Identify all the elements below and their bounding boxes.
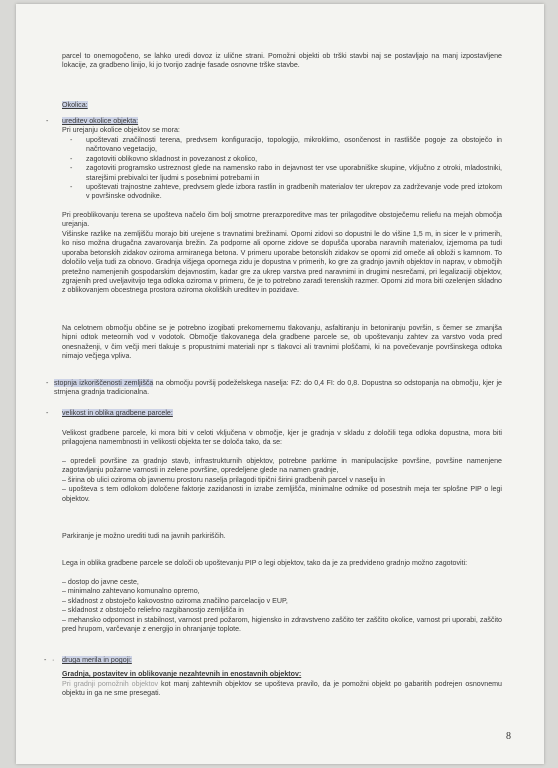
ureditev-heading: ureditev okolice objekta: xyxy=(62,117,139,125)
velikost-paragraph-2: Parkiranje je možno urediti tudi na javnih parkiriščih. xyxy=(62,532,226,540)
list-item: - zagotoviti programsko ustreznost glede na namensko rabo in dejavnost ter vse uporabniške skupine, vključno z otroki, mladostniki, starejšimi prebivalci ter ljudmi s posebnimi potrebami in xyxy=(70,164,502,183)
list-item: – skladnost z obstoječo reliefno razgibanostjo zemljišča in xyxy=(62,606,244,615)
list-item: – opredeli površine za gradnjo stavb, infrastrukturnih objektov, potrebne parkirne in manipulacijske površine, površine namenjene zagotavljanju požarne varnosti in zelene površine, opredeljene glede na namen gradnje, xyxy=(62,457,502,475)
list-item: - upoštevati trajnostne zahteve, predvsem glede izbora rastlin in gradbenih materialov ter ukrepov za zadrževanje vode pred iztokom v površinske odvodnike. xyxy=(70,183,502,202)
list-item: – dostop do javne ceste, xyxy=(62,578,139,586)
list-item: – upošteva s tem odlokom določene faktorje zazidanosti in izrabe zemljišča, minimalne odmike od posestnih meja ter splošne PIP o legi objektov. xyxy=(62,485,502,503)
bullet-marker: - xyxy=(46,409,49,417)
bullet-marker: - xyxy=(44,656,47,664)
list-item: – mehansko odpornost in stabilnost, varnost pred požarom, higiensko in zdravstveno zaščito ter zaščito okolice, varnost pri uporabi, zaščito pred hrupom, varčevanje z energijo in ohranjanje toplote. xyxy=(62,615,502,634)
stopnja-paragraph xyxy=(54,379,502,398)
bullet-marker: - xyxy=(46,379,49,387)
subheading-ureditev xyxy=(62,117,138,126)
list-item: – skladnost z obstoječo kakovostno oziroma značilno parcelacijo v EUP, xyxy=(62,596,288,605)
section-heading-okolica xyxy=(62,101,88,110)
gradnja-text: kot manj zahtevnih objektov se upošteva pravilo, da je pomožni objekt po gabaritih podrejen osnovnemu objektu in ga ne sme presegati. xyxy=(62,680,502,698)
intro-paragraph: parcel to onemogočeno, se lahko uredi dovoz iz ulične strani. Pomožni objekti ob trški stavbi naj se postavljajo na manj izpostavljene lokacije, za gradbeno linijo, ki jo tvorijo zadnje fasade osnovne trške stavbe. xyxy=(62,52,502,70)
list-item: - upoštevati značilnosti terena, predvsem konfiguracijo, topologijo, mikroklimo, osončenost in rastlišče pogoje za obstoječo in načrtovano vegetacijo, xyxy=(70,136,502,155)
list-item: – minimalno zahtevano komunalno opremo, xyxy=(62,587,200,596)
ureditev-list xyxy=(70,136,502,202)
stopnja-label: stopnja izkoriščenosti zemljišča xyxy=(54,379,154,387)
subheading-velikost xyxy=(62,409,173,418)
lega-list xyxy=(62,578,502,634)
stopnja-text: na območju površij podeželskega naselja: FZ: do 0,4 FI: do 0,8. Dopustna so odstopanja na območju, kjer je strnjena gradnja tradicionalna. xyxy=(54,379,502,397)
okolica-heading: Okolica: xyxy=(62,101,88,109)
bullet-marker: · xyxy=(52,656,55,664)
list-item: – širina ob ulici oziroma ob javnemu prostoru naselja prilagodi tipični širini gradbenih parcel v naselju in xyxy=(62,475,385,484)
subheading-druga xyxy=(62,656,132,665)
velikost-heading: velikost in oblika gradbene parcele: xyxy=(62,409,173,417)
bullet-marker: - xyxy=(46,117,49,125)
page-number: 8 xyxy=(506,731,511,742)
document-page xyxy=(16,4,544,764)
druga-heading: druga merila in pogoji: xyxy=(62,656,132,664)
gradnja-paragraph xyxy=(62,680,502,699)
ureditev-paragraph-1: Pri preoblikovanju terena se upošteva načelo čim bolj smotrne prerazporeditve mas ter prilagoditve obstoječemu reliefu na mejah območja urejanja. xyxy=(62,211,502,229)
velikost-list xyxy=(62,457,502,504)
ureditev-paragraph-2: Višinske razlike na zemljišču morajo biti urejene s travnatimi brežinami. Oporni zidovi so dopustni le do višine 1,5 m, in sicer le v primerih, ko niso možna drugačna zavarovanja brežin. Za podporne ali oporne zidove se dopušča uporaba naravnih materialov, izjemoma pa tudi uporaba betonskih zidakov oziroma armiranega betona. V primeru uporabe betonskih zidakov se oporni zid omeče ali obloži s kamnom. To določilo velja tudi za obnovo. Gradnja višjega opornega zidu je dopustna v primerih, ko gre za gradnjo javnih objektov in naprav, v območjih pretežno namenjenih gospodarskim dejavnostim, kadar gre za ukrep varstva pred naravnimi in drugimi nesrečami, pri legalizaciji objektov, zgrajenih pred uveljavitvijo tega odloka oziroma v primeru, če je to potrebno zaradi terenskih razmer. Oporni zid mora biti ozelenjen skladno z oblikovanjem obcestnega prostora oziroma okoliških ureditev in pozidave. xyxy=(62,230,502,295)
lega-paragraph: Lega in oblika gradbene parcele se določi ob upoštevanju PIP o legi objektov, tako da je za predvideno gradnjo možno zagotoviti: xyxy=(62,559,468,567)
list-item: - zagotoviti oblikovno skladnost in povezanost z okolico, xyxy=(70,155,502,164)
velikost-paragraph-1: Velikost gradbene parcele, ki mora biti v celoti vključena v območje, kjer je gradnja v skladu z določili tega odloka dopustna, mora biti prilagojena namembnosti in velikosti objekta ter se določa tako, da se: xyxy=(62,429,502,447)
ureditev-paragraph-3: Na celotnem območju občine se je potrebno izogibati prekomernemu tlakovanju, asfaltiranju in betoniranju površin, s čemer se zmanjša hipni odtok meteornih vod v vodotok. Območje tlakovanega dela gradbene parcele se, ob upoštevanju zahtev za varstvo voda pred onesnaženji, v čim večji meri tlakuje s propustnimi materiali npr s tlakovci ali travnimi ploščami, ki na povečevanje površinskega odtoka nimajo večjega vpliva. xyxy=(62,324,502,361)
gradnja-heading: Gradnja, postavitev in oblikovanje nezahtevnih in enostavnih objektov: xyxy=(62,670,302,678)
gradnja-faded-text: Pri gradnji pomožnih objektov xyxy=(62,680,159,688)
ureditev-intro: Pri urejanju okolice objektov se mora: xyxy=(62,126,180,134)
